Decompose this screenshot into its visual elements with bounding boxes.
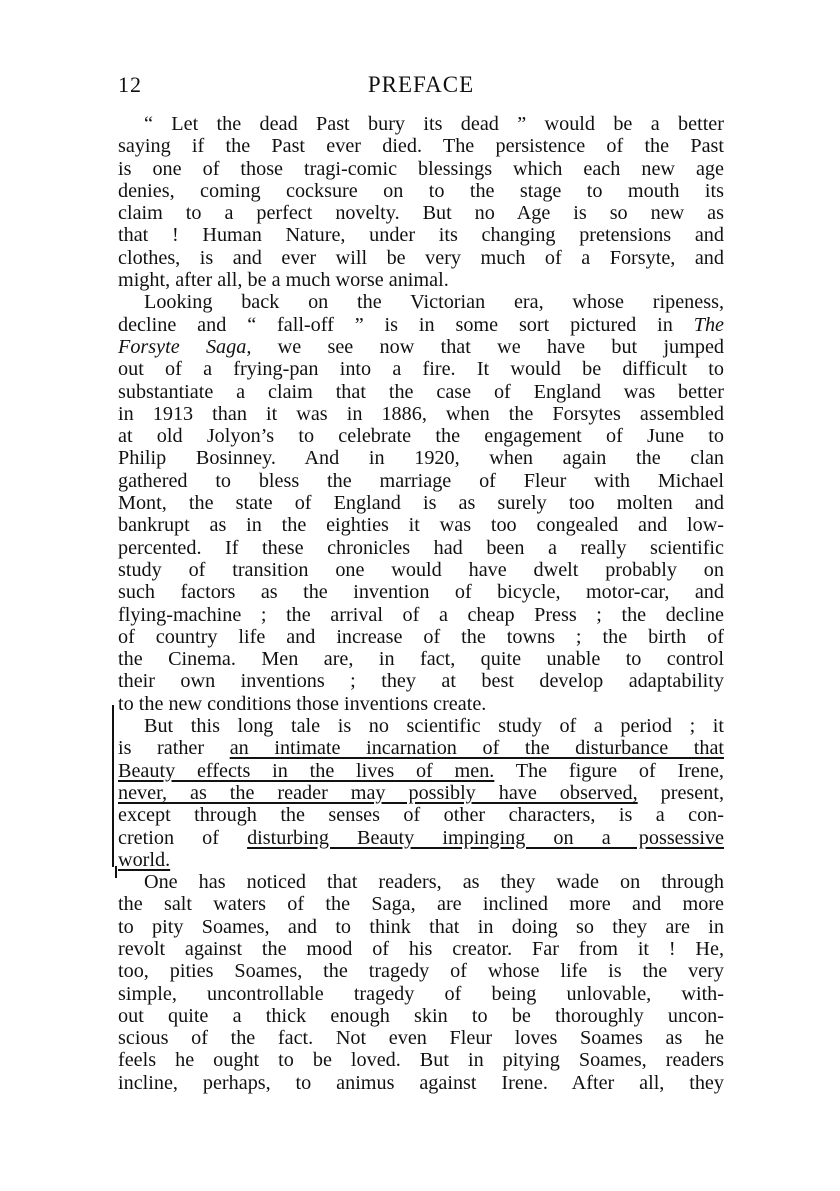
body-text <box>118 113 724 1094</box>
underlined-text: never, as the reader may possibly have observed, <box>118 781 638 804</box>
italic-title: Forsyte Saga, <box>118 335 252 358</box>
text-line: clothes, is and ever will be very much of a Forsyte, and <box>118 246 724 269</box>
underlined-text: disturbing Beauty impinging on a possessive <box>247 826 725 849</box>
text-line: feels he ought to be loved. But in pitying Soames, readers <box>118 1049 724 1072</box>
text-line <box>118 737 724 759</box>
text-line: their own inventions ; they at best develop adaptability <box>118 670 724 693</box>
text-line <box>118 849 724 871</box>
text-line <box>118 760 724 782</box>
text-line: the Cinema. Men are, in fact, quite unable to control <box>118 648 724 671</box>
text-line: “ Let the dead Past bury its dead ” would be a better <box>144 113 724 135</box>
text-line: except through the senses of other characters, is a con- <box>118 804 724 827</box>
text-line: study of transition one would have dwelt probably on <box>118 558 724 581</box>
text-line: is one of those tragi-comic blessings which each new age <box>118 157 724 180</box>
text-line: of country life and increase of the towns ; the birth of <box>118 625 724 648</box>
text-line: might, after all, be a much worse animal. <box>118 269 449 292</box>
margin-mark-bar <box>112 705 114 867</box>
text-line: percented. If these chronicles had been a really scientific <box>118 536 724 559</box>
text-line: But this long tale is no scientific study of a period ; it <box>144 715 724 738</box>
text-line: too, pities Soames, the tragedy of whose life is the very <box>118 960 724 983</box>
text-line: bankrupt as in the eighties it was too congealed and low- <box>118 514 724 537</box>
text-span: is rather <box>118 737 205 760</box>
text-line: substantiate a claim that the case of England was better <box>118 380 724 403</box>
text-line: out of a frying-pan into a fire. It would be difficult to <box>118 358 724 381</box>
text-span: cretion of <box>118 826 219 849</box>
text-line: saying if the Past ever died. The persistence of the Past <box>118 135 724 158</box>
text-line: flying-machine ; the arrival of a cheap Press ; the decline <box>118 603 724 626</box>
text-line <box>118 314 724 336</box>
text-line: Looking back on the Victorian era, whose ripeness, <box>144 291 724 314</box>
text-line: Mont, the state of England is as surely too molten and <box>118 492 724 515</box>
text-line: denies, coming cocksure on to the stage to mouth its <box>118 179 724 202</box>
text-line: such factors as the invention of bicycle, motor-car, and <box>118 581 724 604</box>
text-span: present, <box>660 781 724 804</box>
text-span: The figure of Irene, <box>515 759 724 782</box>
text-line: scious of the fact. Not even Fleur loves Soames as he <box>118 1027 724 1050</box>
underlined-text: Beauty effects in the lives of men. <box>118 759 495 782</box>
page-header <box>118 72 724 102</box>
underlined-text: an intimate incarnation of the disturbance that <box>229 737 725 760</box>
text-line: revolt against the mood of his creator. Far from it ! He, <box>118 937 724 960</box>
text-span: we see now that we have but jumped <box>277 335 725 358</box>
text-line: out quite a thick enough skin to be thoroughly uncon- <box>118 1004 724 1027</box>
text-line <box>118 782 724 804</box>
italic-title: The <box>693 313 725 336</box>
page-number: 12 <box>118 72 142 97</box>
text-line <box>118 336 724 358</box>
text-line: One has noticed that readers, as they wade on through <box>144 871 724 894</box>
text-span: decline and “ fall-off ” is in some sort pictured in <box>118 313 673 336</box>
text-line: in 1913 than it was in 1886, when the Forsytes assembled <box>118 402 724 425</box>
text-line: simple, uncontrollable tragedy of being unlovable, with- <box>118 982 724 1005</box>
margin-mark-tick <box>115 866 117 878</box>
running-head: PREFACE <box>367 72 475 97</box>
text-line: incline, perhaps, to animus against Irene. After all, they <box>118 1071 724 1094</box>
text-line: Philip Bosinney. And in 1920, when again the clan <box>118 447 724 470</box>
text-line: gathered to bless the marriage of Fleur with Michael <box>118 469 724 492</box>
text-line: the salt waters of the Saga, are inclined more and more <box>118 893 724 916</box>
text-line: at old Jolyon’s to celebrate the engagement of June to <box>118 425 724 448</box>
text-line: that ! Human Nature, under its changing pretensions and <box>118 224 724 247</box>
text-line: to pity Soames, and to think that in doing so they are in <box>118 915 724 938</box>
text-line <box>118 827 724 849</box>
underlined-text: world. <box>118 848 171 871</box>
text-line: claim to a perfect novelty. But no Age is so new as <box>118 202 724 225</box>
text-line: to the new conditions those inventions create. <box>118 692 487 715</box>
